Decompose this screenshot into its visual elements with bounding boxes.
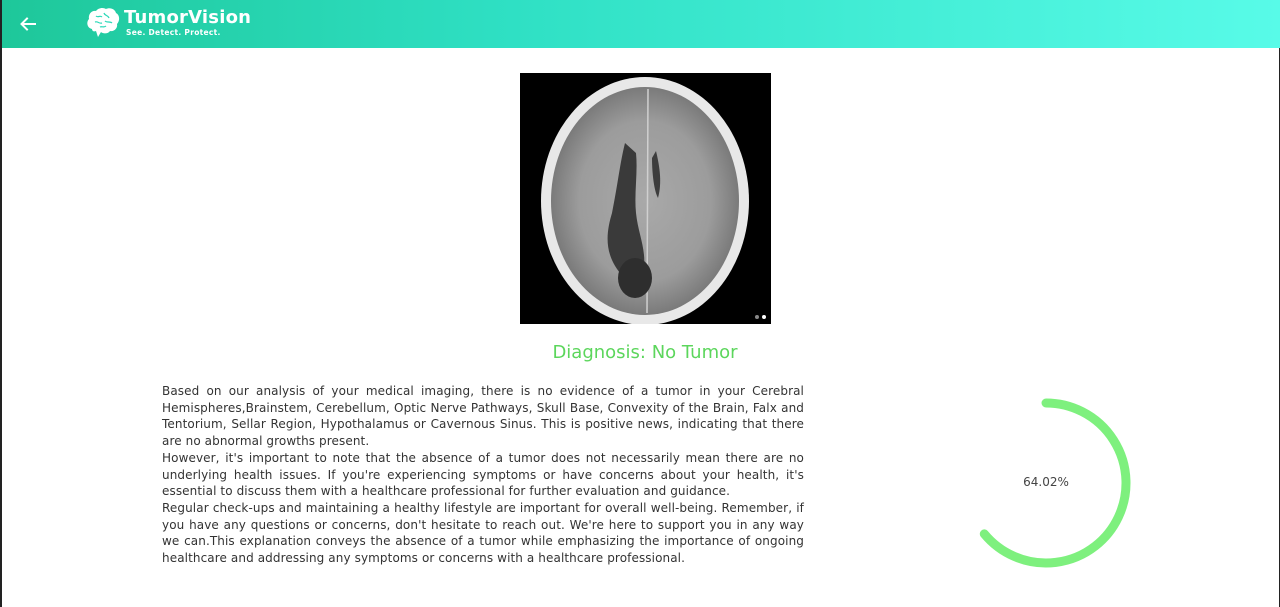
explanation-paragraph: However, it's important to note that the absence of a tumor does not necessarily mean there are no underlying health issues. If you're experiencing symptoms or have concerns about your health, it's essential to discuss them with a healthcare professional for further evaluation and guidance. (162, 450, 804, 499)
brand-logo[interactable] (86, 5, 251, 41)
back-button[interactable] (14, 10, 42, 38)
explanation-paragraph: Regular check-ups and maintaining a healthy lifestyle are important for overall well-being. Remember, if you have any questions or concerns, don't hesitate to reach out. We're here to support you in any way we can.This explanation conveys the absence of a tumor while emphasizing the importance of ongoing healthcare and addressing any symptoms or concerns with a healthcare professional. (162, 500, 804, 566)
confidence-value: 64.02% (1023, 475, 1069, 489)
explanation-paragraph: Based on our analysis of your medical imaging, there is no evidence of a tumor in your Cerebral Hemispheres,Brainstem, Cerebellum, Optic Nerve Pathways, Skull Base, Convexity of the Brain, Falx and Tentorium, Sellar Region, Hypothalamus or Cavernous Sinus. This is positive news, indicating that there are no abnormal growths present. (162, 384, 804, 449)
brand-tagline: See. Detect. Protect. (126, 28, 221, 38)
diagnosis-result: Diagnosis: No Tumor (552, 342, 738, 363)
brand-name: TumorVision (124, 7, 252, 29)
arrow-left-icon (19, 15, 37, 33)
ct-scan-image (520, 73, 771, 324)
diagnosis-explanation (162, 383, 804, 567)
app-header (2, 0, 1280, 48)
brain-icon (86, 7, 120, 39)
